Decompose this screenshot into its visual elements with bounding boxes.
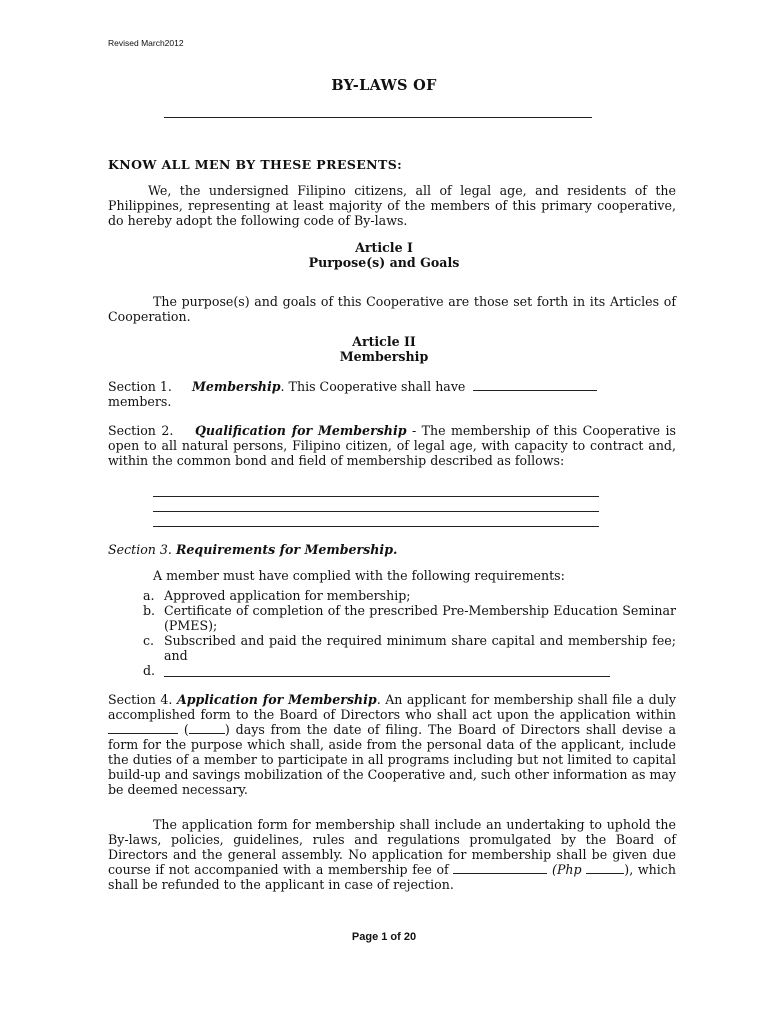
section-2-text: - The membership of this Cooperative is open to all natural persons, Filipino citizen, of legal age, with capacity to contract and, within the common bond and field of membership described as follows:	[108, 423, 677, 468]
req-a-letter: a.	[143, 588, 155, 603]
document-title: BY-LAWS OF	[331, 77, 437, 94]
section-2	[108, 423, 676, 468]
section-4-label: Section 4.	[108, 692, 173, 707]
days-number-blank	[189, 722, 225, 734]
purpose-paragraph: The purpose(s) and goals of this Cooperative are those set forth in its Articles of Cooperation.	[108, 294, 676, 324]
section-4-paren-open: (	[183, 722, 189, 737]
req-b-text: Certificate of completion of the prescribed Pre-Membership Education Seminar (PMES);	[164, 603, 676, 633]
section-4-text-a: . An applicant for membership shall file a duly accomplished form to the Board of Directors who shall act upon the application within	[108, 692, 676, 722]
section-4	[108, 692, 676, 797]
section-2-label: Section 2.	[108, 423, 174, 438]
php-close: )	[624, 862, 630, 877]
field-of-membership-blank-1	[153, 496, 599, 497]
req-c-letter: c.	[143, 633, 155, 648]
section-3-title: Requirements for Membership.	[175, 542, 398, 557]
page-number: Page 1 of 20	[351, 931, 417, 943]
req-c-text: Subscribed and paid the required minimum share capital and membership fee; and	[164, 633, 676, 663]
section-1-title: Membership	[191, 379, 281, 394]
section-1-text-end: members.	[108, 394, 172, 409]
article-2-number: Article II	[352, 334, 416, 349]
days-words-blank	[108, 722, 178, 734]
section-3-heading	[108, 542, 676, 557]
section-1-text: . This Cooperative shall have	[280, 379, 466, 394]
req-d-letter: d.	[143, 663, 156, 678]
section-3-intro: A member must have complied with the following requirements:	[153, 568, 565, 583]
section-4-paragraph-2	[108, 817, 676, 892]
article-1-number: Article I	[355, 240, 413, 255]
php-label: (Php	[552, 862, 582, 877]
membership-fee-amount-blank	[586, 862, 624, 874]
revision-note: Revised March2012	[108, 38, 184, 48]
section-1	[108, 379, 676, 409]
member-count-blank	[473, 379, 597, 391]
section-1-label: Section 1.	[108, 379, 172, 394]
cooperative-name-blank	[164, 117, 592, 118]
section-3-label: Section 3.	[108, 542, 172, 557]
field-of-membership-blank-2	[153, 511, 599, 512]
membership-fee-words-blank	[453, 862, 547, 874]
req-d-blank	[164, 676, 610, 677]
preamble-heading: KNOW ALL MEN BY THESE PRESENTS:	[108, 157, 403, 172]
req-b-letter: b.	[143, 603, 156, 618]
article-1-title: Purpose(s) and Goals	[308, 255, 460, 270]
section-4-title: Application for Membership	[176, 692, 377, 707]
section-4-text-c: ) days from the date of filing. The Board of Directors shall devise a form for the purpose which shall, aside from the personal data of the applicant, include the duties of a member to participate in all programs including but not limited to capital build-up and savings mobilization of the Cooperative and, such other information as may be deemed necessary.	[108, 722, 676, 797]
refund-text: , which shall be refunded to the applicant in case of rejection.	[108, 862, 676, 892]
field-of-membership-blank-3	[153, 526, 599, 527]
application-form-text: The application form for membership shall include an undertaking to uphold the By-laws, policies, guidelines, rules and regulations promulgated by the Board of Directors and the general assembly. No application for membership shall be given due course if not accompanied with a membership fee of	[108, 817, 676, 877]
intro-paragraph: We, the undersigned Filipino citizens, all of legal age, and residents of the Philippines, representing at least majority of the members of this primary cooperative, do hereby adopt the following code of By-laws.	[108, 183, 676, 228]
req-a-text: Approved application for membership;	[164, 588, 411, 603]
article-2-title: Membership	[339, 349, 429, 364]
section-2-title: Qualification for Membership	[194, 423, 407, 438]
